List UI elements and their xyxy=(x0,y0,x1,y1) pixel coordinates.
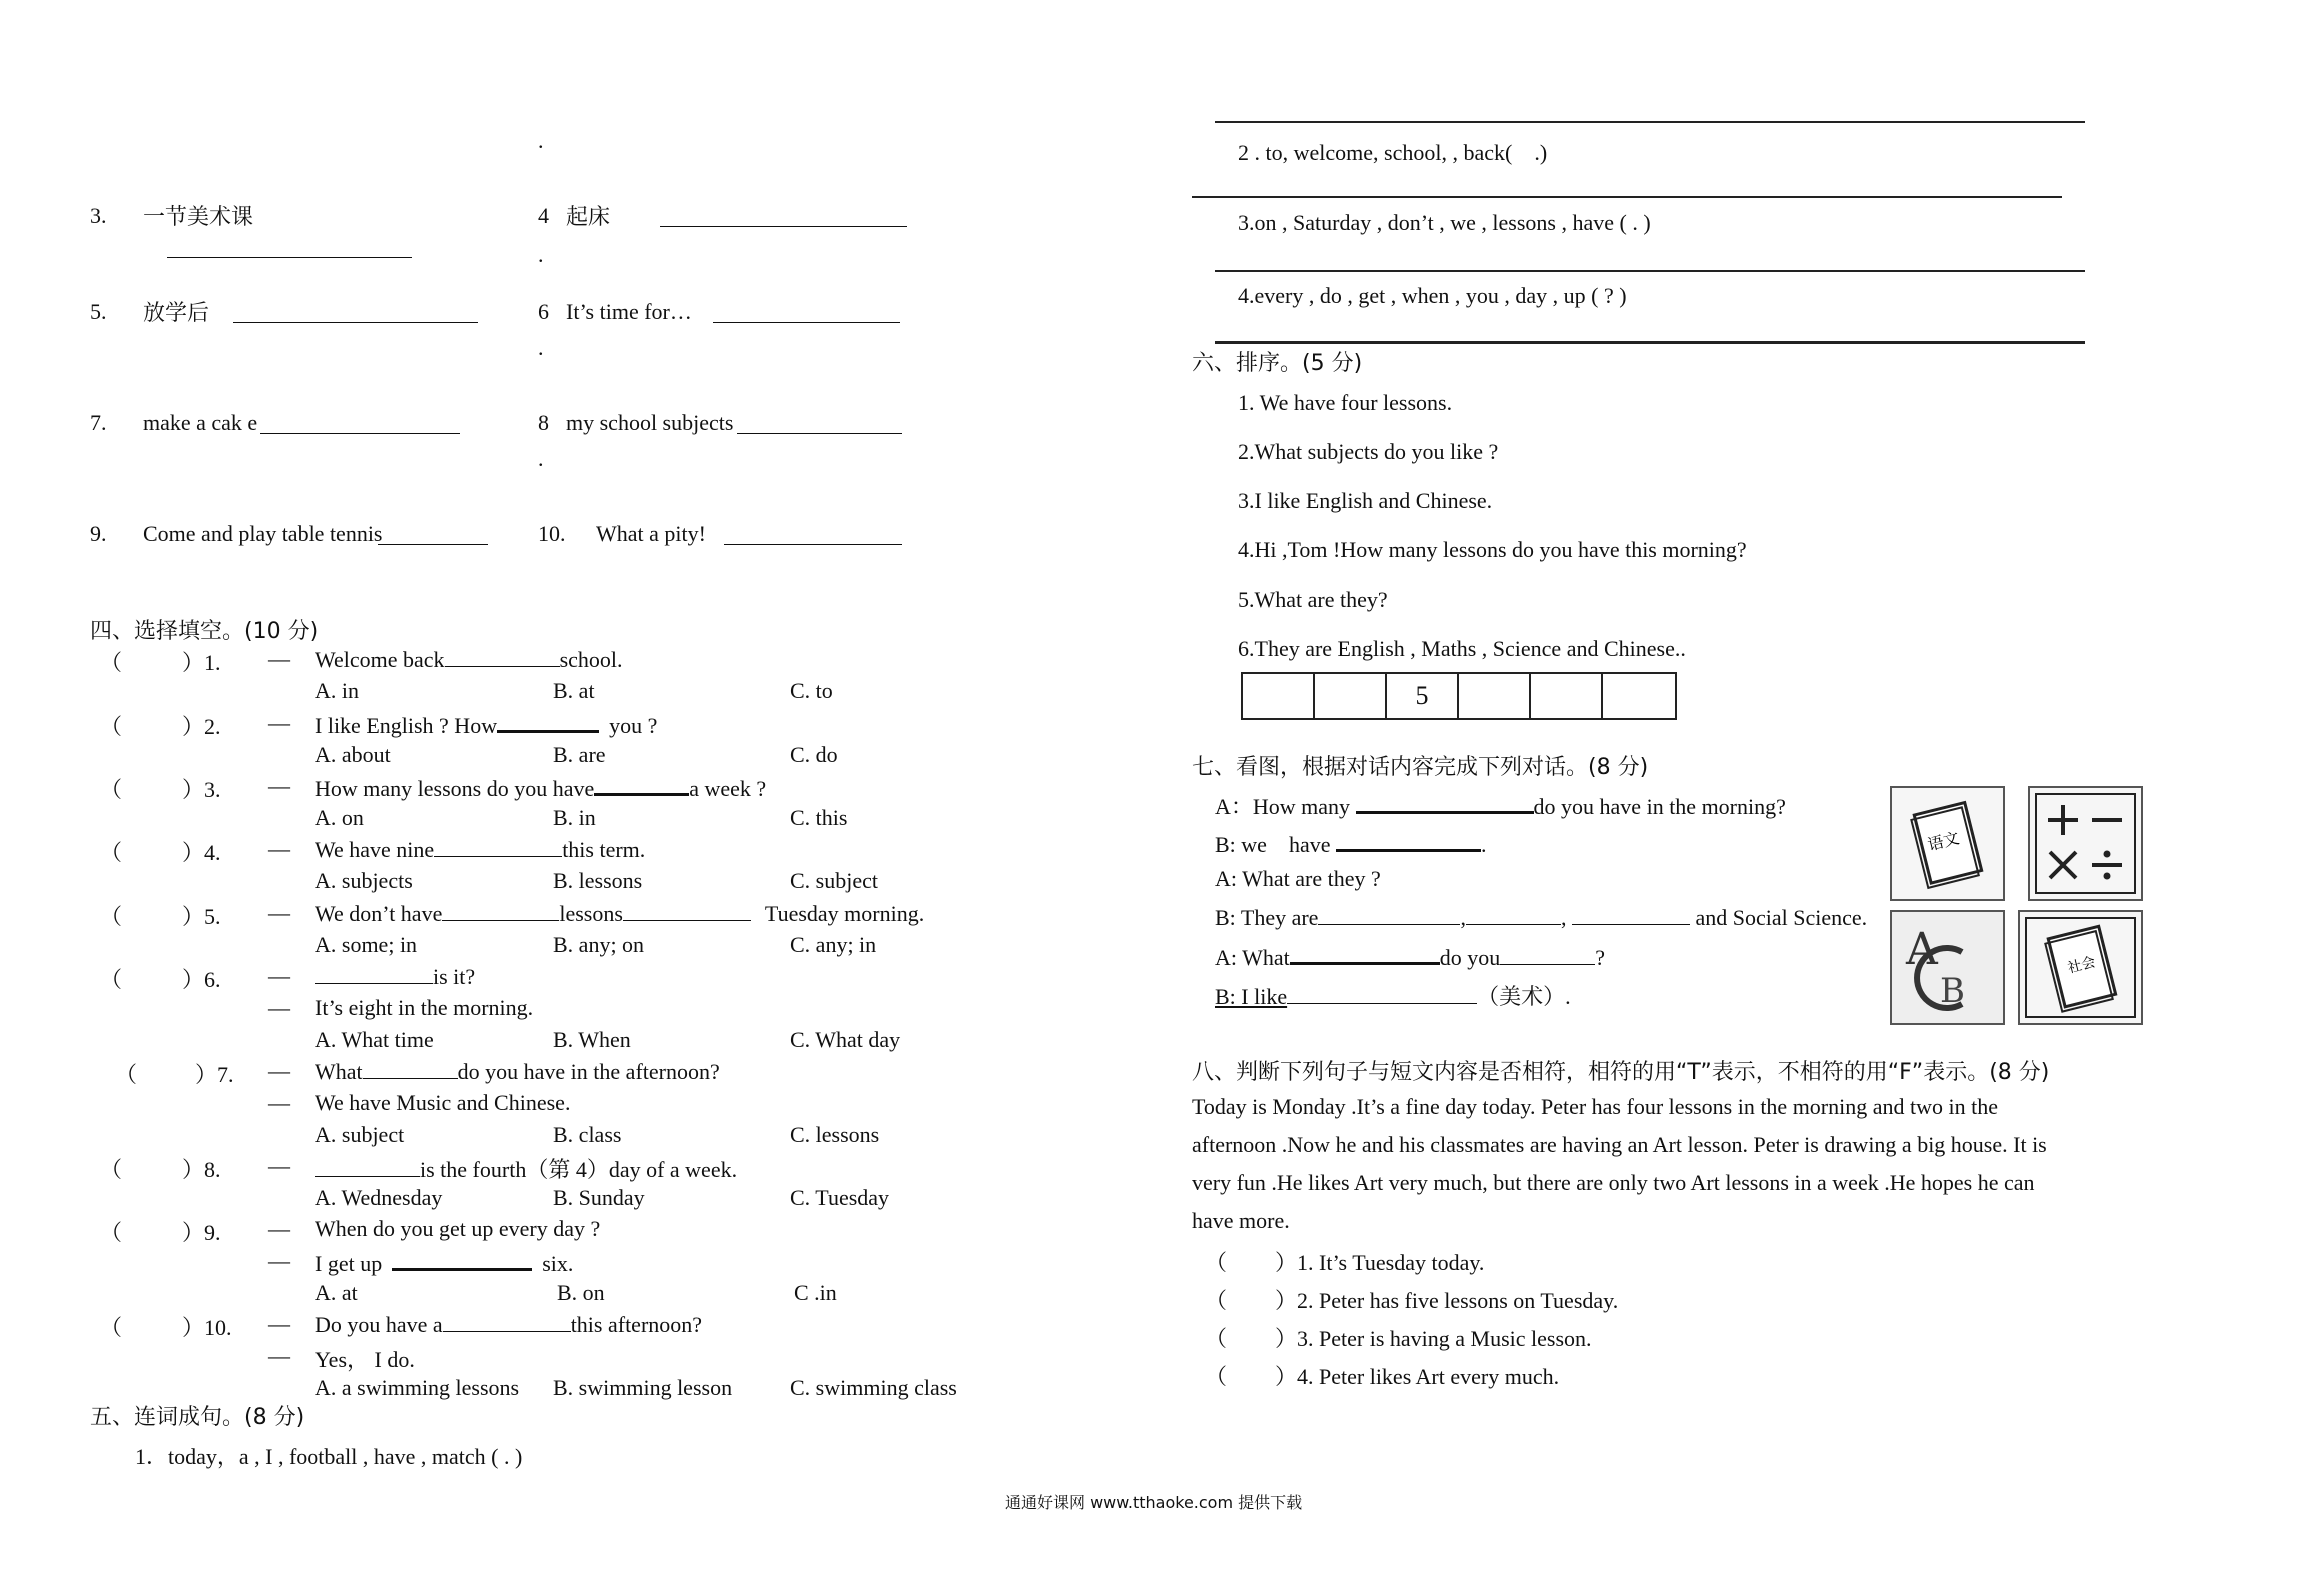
answer-line[interactable] xyxy=(713,322,900,323)
order-box[interactable] xyxy=(1531,674,1603,718)
stray-dot: . xyxy=(538,128,544,153)
vocab-num: 5. xyxy=(90,299,107,324)
answer-paren[interactable]: （ xyxy=(100,714,123,739)
answer-text xyxy=(315,995,533,1021)
dialog-text: B: They are xyxy=(1215,905,1319,930)
footer-text: 通通好课网 www.tthaoke.com 提供下载 xyxy=(1005,1493,1303,1512)
answer-blank[interactable] xyxy=(623,900,751,921)
option-a[interactable]: A. in xyxy=(315,678,359,703)
passage-line: have more. xyxy=(1192,1208,1290,1233)
dialog-text: and Social Science. xyxy=(1695,905,1868,930)
answer-part: Yes， I do. xyxy=(315,1347,415,1372)
answer-blank[interactable] xyxy=(392,1248,532,1271)
question-part: school. xyxy=(559,647,623,672)
option-a[interactable]: A. some; in xyxy=(315,932,418,957)
dialog-blank[interactable] xyxy=(1336,829,1481,852)
tf-item: ）4. Peter likes Art every much. xyxy=(1275,1364,1560,1389)
order-item: 3.I like English and Chinese. xyxy=(1238,488,1493,513)
section-7-title: 七、看图，根据对话内容完成下列对话。(8 分) xyxy=(1192,755,1649,780)
option-a[interactable]: A. a swimming lessons xyxy=(315,1375,520,1400)
dash: — xyxy=(268,836,290,861)
answer-paren[interactable]: （ xyxy=(100,1315,123,1340)
pic-label: 社会 xyxy=(2066,954,2098,977)
dialog-text: A: What xyxy=(1215,945,1290,970)
tf-item: ）1. It’s Tuesday today. xyxy=(1275,1250,1485,1275)
option-c[interactable]: C. swimming class xyxy=(790,1375,957,1400)
answer-blank[interactable] xyxy=(594,773,689,796)
question-number: ）1. xyxy=(182,650,221,675)
passage-line: Today is Monday .It’s a fine day today. Peter has four lessons in the morning and two in the xyxy=(1192,1094,1998,1119)
writing-line[interactable] xyxy=(1192,196,2062,198)
option-b[interactable]: B. Sunday xyxy=(553,1185,645,1210)
dialog-blank[interactable] xyxy=(1287,983,1477,1004)
option-b[interactable]: B. class xyxy=(553,1122,622,1147)
vocab-text: 起床 xyxy=(566,205,611,230)
dialog-blank[interactable] xyxy=(1318,904,1460,925)
option-c[interactable]: C. What day xyxy=(790,1027,901,1052)
vocab-text: my school subjects xyxy=(566,410,734,435)
option-b[interactable]: B. in xyxy=(553,805,596,830)
svg-text:A: A xyxy=(1906,924,1938,975)
answer-line[interactable] xyxy=(737,433,902,434)
chinese-book-icon xyxy=(1890,786,2005,901)
answer-paren[interactable]: （ xyxy=(1205,1364,1228,1389)
stray-dot: . xyxy=(538,335,544,360)
answer-paren[interactable]: （ xyxy=(100,904,123,929)
vocab-text: make a cak e xyxy=(143,410,258,435)
order-item: 4.Hi ,Tom !How many lessons do you have this morning? xyxy=(1238,537,1747,562)
question-part: We have nine xyxy=(315,837,435,862)
writing-line[interactable] xyxy=(1215,341,2085,344)
answer-paren[interactable]: （ xyxy=(1205,1288,1228,1313)
question-number: ）4. xyxy=(182,840,221,865)
dialog-text: , xyxy=(1560,905,1567,930)
answer-blank[interactable] xyxy=(442,900,559,921)
question-part: is the fourth（第 4）day of a week. xyxy=(420,1157,738,1182)
dash: — xyxy=(268,710,290,735)
answer-blank[interactable] xyxy=(497,710,599,733)
order-item: 2.What subjects do you like ? xyxy=(1238,439,1499,464)
option-b[interactable]: B. swimming lesson xyxy=(553,1375,733,1400)
answer-paren[interactable]: （ xyxy=(115,1062,138,1087)
answer-line[interactable] xyxy=(260,433,460,434)
question-part: Do you have a xyxy=(315,1312,443,1337)
question-text xyxy=(315,1058,720,1085)
answer-line[interactable] xyxy=(378,544,488,545)
reorder-item: 3.on , Saturday , don’t , we , lessons , have ( . ) xyxy=(1238,210,1651,235)
question-part: this term. xyxy=(562,837,646,862)
tf-item: ）2. Peter has five lessons on Tuesday. xyxy=(1275,1288,1619,1313)
math-symbols-icon xyxy=(2028,786,2143,901)
answer-blank[interactable] xyxy=(315,963,433,984)
dash: — xyxy=(268,1343,290,1368)
svg-text:B: B xyxy=(1940,971,1965,1011)
answer-part: It’s eight in the morning. xyxy=(315,995,534,1020)
dialog-line xyxy=(1215,980,1571,1011)
option-a[interactable]: A. at xyxy=(315,1280,358,1305)
dash: — xyxy=(268,1153,290,1178)
answer-blank[interactable] xyxy=(315,1156,420,1177)
question-text xyxy=(315,1311,702,1338)
answer-text xyxy=(315,1343,415,1374)
writing-line[interactable] xyxy=(1215,121,2085,123)
vocab-text: Come and play table tennis xyxy=(143,521,383,546)
order-box[interactable] xyxy=(1459,674,1531,718)
question-part: this afternoon? xyxy=(570,1312,703,1337)
answer-part: We have Music and Chinese. xyxy=(315,1090,571,1115)
question-part: you ? xyxy=(609,713,658,738)
section-4-title: 四、选择填空。(10 分) xyxy=(90,619,319,644)
dialog-text: do you have in the morning? xyxy=(1533,794,1786,819)
order-box[interactable]: 5 xyxy=(1387,674,1459,718)
answer-paren[interactable]: （ xyxy=(100,1157,123,1182)
passage-line: very fun .He likes Art very much, but there are only two Art lessons in a week .He hopes he can xyxy=(1192,1170,2035,1195)
question-part: When do you get up every day ? xyxy=(315,1216,601,1241)
question-text xyxy=(315,773,766,802)
dialog-line xyxy=(1215,904,1867,931)
dialog-blank[interactable] xyxy=(1466,904,1561,925)
answer-paren[interactable]: （ xyxy=(100,967,123,992)
dash: — xyxy=(268,646,290,671)
reorder-item: 2 . to, welcome, school, , back( .) xyxy=(1238,140,1548,165)
answer-paren[interactable]: （ xyxy=(100,840,123,865)
dialog-text: , xyxy=(1460,905,1466,930)
option-c[interactable]: C. to xyxy=(790,678,833,703)
dash: — xyxy=(268,995,290,1020)
tf-item: ）3. Peter is having a Music lesson. xyxy=(1275,1326,1592,1351)
question-part: is it? xyxy=(433,964,476,989)
dialog-line xyxy=(1215,790,1786,821)
dialog-text: A：How many xyxy=(1215,794,1351,819)
dash: — xyxy=(268,1216,290,1241)
option-c[interactable]: C. subject xyxy=(790,868,878,893)
dialog-text: （美术）. xyxy=(1477,984,1571,1009)
dialog-blank[interactable] xyxy=(1356,791,1534,814)
option-b[interactable]: B. are xyxy=(553,742,606,767)
dash: — xyxy=(268,963,290,988)
answer-line[interactable] xyxy=(233,322,478,323)
question-number: ）5. xyxy=(182,904,221,929)
option-a[interactable]: A. What time xyxy=(315,1027,434,1052)
dialog-text: . xyxy=(1480,832,1487,857)
question-text xyxy=(315,646,623,673)
section-6-title: 六、排序。(5 分) xyxy=(1192,351,1363,376)
order-box[interactable] xyxy=(1603,674,1675,718)
answer-blank[interactable] xyxy=(363,1058,458,1079)
vocab-text: What a pity! xyxy=(596,521,706,546)
answer-blank[interactable] xyxy=(434,836,562,857)
vocab-text: It’s time for… xyxy=(566,299,692,324)
answer-paren[interactable]: （ xyxy=(100,650,123,675)
question-part: We don’t have xyxy=(315,901,443,926)
order-item: 1. We have four lessons. xyxy=(1238,390,1453,415)
stray-dot: . xyxy=(538,446,544,471)
writing-line[interactable] xyxy=(1215,270,2085,272)
dash: — xyxy=(268,773,290,798)
option-a[interactable]: A. about xyxy=(315,742,391,767)
option-b[interactable]: B. any; on xyxy=(553,932,645,957)
answer-paren[interactable]: （ xyxy=(100,777,123,802)
option-c[interactable]: C. any; in xyxy=(790,932,877,957)
answer-line[interactable] xyxy=(660,226,907,227)
option-a[interactable]: A. Wednesday xyxy=(315,1185,443,1210)
order-answer-boxes xyxy=(1241,672,1677,720)
dialog-text: B: I like xyxy=(1215,984,1288,1009)
order-box[interactable] xyxy=(1315,674,1387,718)
section-8-title: 八、判断下列句子与短文内容是否相符，相符的用“T”表示，不相符的用“F”表示。(8 分) xyxy=(1192,1060,2050,1085)
vocab-text: 一节美术课 xyxy=(143,205,254,230)
social-book-icon xyxy=(2018,910,2143,1025)
question-text xyxy=(315,1216,600,1242)
option-c[interactable]: C. do xyxy=(790,742,838,767)
answer-paren[interactable]: （ xyxy=(100,1220,123,1245)
answer-line[interactable] xyxy=(724,544,902,545)
order-box[interactable] xyxy=(1243,674,1315,718)
answer-line[interactable] xyxy=(167,257,412,258)
question-part: lessons xyxy=(559,901,623,926)
vocab-num: 3. xyxy=(90,203,107,228)
question-text xyxy=(315,963,475,990)
vocab-num: 10. xyxy=(538,521,566,546)
pic-label: 语文 xyxy=(1925,828,1962,855)
option-b[interactable]: B. lessons xyxy=(553,868,643,893)
option-b[interactable]: B. at xyxy=(553,678,595,703)
dialog-line xyxy=(1215,828,1486,859)
dialog-blank[interactable] xyxy=(1500,944,1595,965)
option-a[interactable]: A. subjects xyxy=(315,868,413,893)
option-c[interactable]: C. lessons xyxy=(790,1122,880,1147)
dash: — xyxy=(268,1311,290,1336)
vocab-num: 9. xyxy=(90,521,107,546)
answer-text xyxy=(315,1090,570,1116)
question-text xyxy=(315,710,657,739)
answer-paren[interactable]: （ xyxy=(1205,1250,1228,1275)
question-number: ）6. xyxy=(182,967,221,992)
question-part: Tuesday morning. xyxy=(764,901,925,926)
answer-part: six. xyxy=(542,1251,574,1276)
option-c[interactable]: C .in xyxy=(794,1280,837,1305)
dash: — xyxy=(268,900,290,925)
answer-blank[interactable] xyxy=(443,1311,571,1332)
dialog-blank[interactable] xyxy=(1572,904,1690,925)
question-number: ）8. xyxy=(182,1157,221,1182)
answer-blank[interactable] xyxy=(445,646,560,667)
dialog-line xyxy=(1215,942,1605,971)
dialog-text: do you xyxy=(1439,945,1501,970)
section-5-title: 五、连词成句。(8 分) xyxy=(90,1405,305,1430)
option-c[interactable]: C. this xyxy=(790,805,848,830)
option-a[interactable]: A. subject xyxy=(315,1122,405,1147)
answer-paren[interactable]: （ xyxy=(1205,1326,1228,1351)
question-text xyxy=(315,836,645,863)
passage-line: afternoon .Now he and his classmates are having an Art lesson. Peter is drawing a big house. It is xyxy=(1192,1132,2047,1157)
question-part: What xyxy=(315,1059,363,1084)
question-number: ）10. xyxy=(182,1315,232,1340)
dialog-line: A: What are they ? xyxy=(1215,866,1381,891)
vocab-num: 8 xyxy=(538,410,549,435)
question-number: ）3. xyxy=(182,777,221,802)
abc-letters-icon xyxy=(1890,910,2005,1025)
vocab-text: 放学后 xyxy=(143,301,210,326)
option-b[interactable]: B. When xyxy=(553,1027,631,1052)
dialog-text: ? xyxy=(1595,945,1606,970)
reorder-item: 1．today，a , I , football , have , match ( . ) xyxy=(135,1444,523,1469)
vocab-num: 7. xyxy=(90,410,107,435)
reorder-item: 4.every , do , get , when , you , day , up ( ? ) xyxy=(1238,283,1627,308)
dialog-blank[interactable] xyxy=(1290,942,1440,965)
stray-dot: . xyxy=(538,242,544,267)
question-part: a week ? xyxy=(689,776,767,801)
dash: — xyxy=(268,1090,290,1115)
answer-part: I get up xyxy=(315,1251,383,1276)
question-text xyxy=(315,1153,737,1184)
dash: — xyxy=(268,1058,290,1083)
question-number: ）7. xyxy=(195,1062,234,1087)
option-c[interactable]: C. Tuesday xyxy=(790,1185,890,1210)
option-b[interactable]: B. on xyxy=(557,1280,605,1305)
question-number: ）2. xyxy=(182,714,221,739)
question-part: do you have in the afternoon? xyxy=(457,1059,720,1084)
order-item: 6.They are English , Maths , Science and Chinese.. xyxy=(1238,636,1686,661)
question-part: How many lessons do you have xyxy=(315,776,595,801)
question-text xyxy=(315,900,924,927)
option-a[interactable]: A. on xyxy=(315,805,364,830)
question-part: Welcome back xyxy=(315,647,445,672)
question-number: ）9. xyxy=(182,1220,221,1245)
question-part: I like English ? How xyxy=(315,713,498,738)
dash: — xyxy=(268,1248,290,1273)
vocab-num: 4 xyxy=(538,203,549,228)
order-item: 5.What are they? xyxy=(1238,587,1388,612)
dialog-text: B: we have xyxy=(1215,832,1331,857)
answer-text xyxy=(315,1248,573,1277)
vocab-num: 6 xyxy=(538,299,549,324)
